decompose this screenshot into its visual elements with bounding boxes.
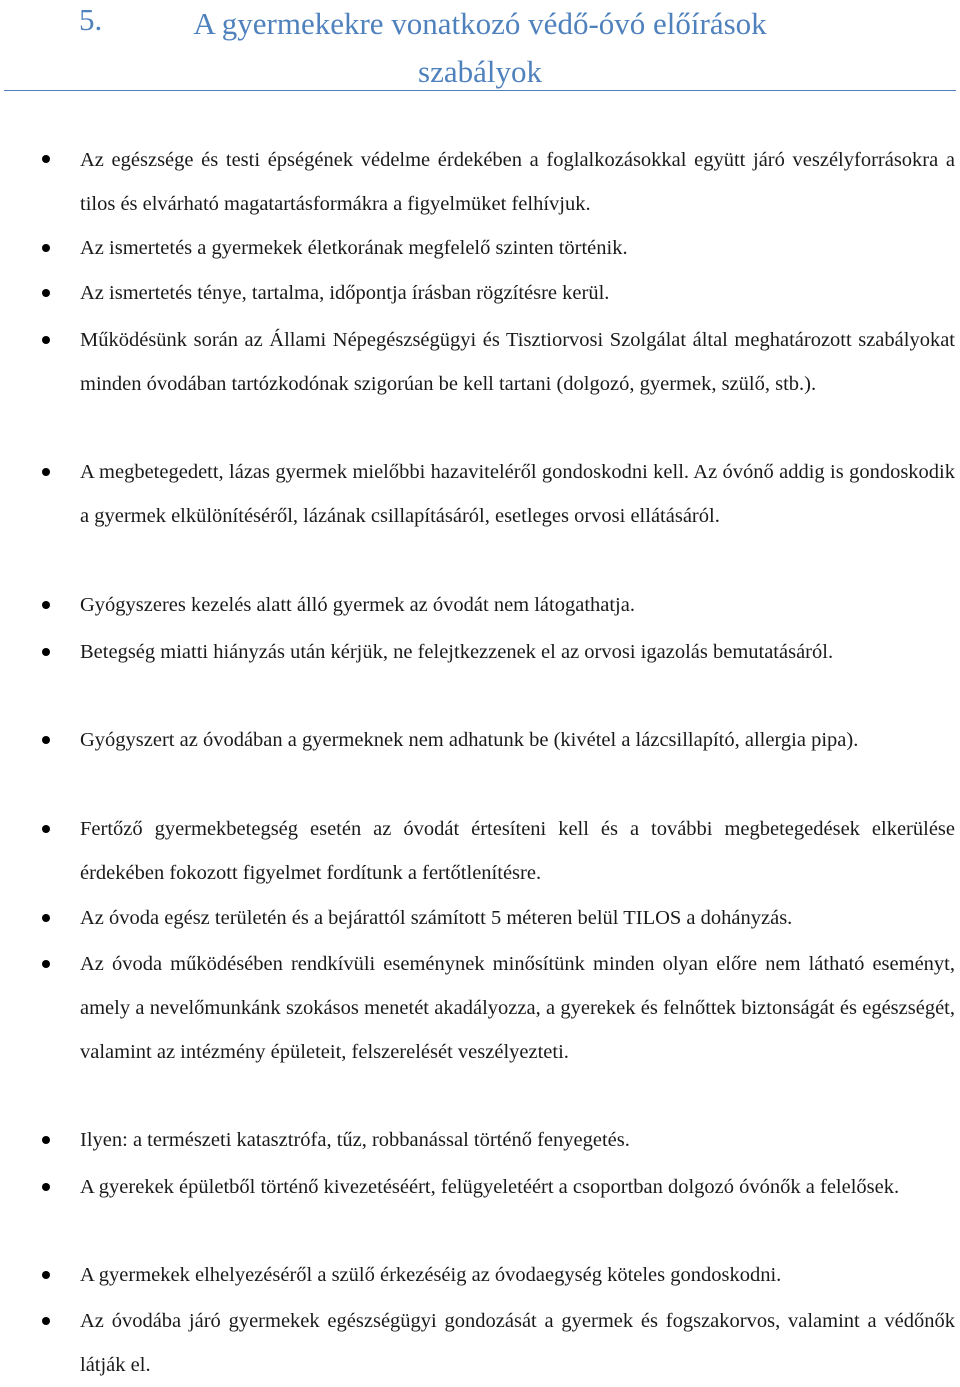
bullet-icon	[42, 648, 50, 656]
list-item: Az ismertetés a gyermekek életkorának megfelelő szinten történik.	[80, 237, 628, 259]
bullet-icon	[42, 336, 50, 344]
list-item: Fertőző gyermekbetegség esetén az óvodát értesíteni kell és a további megbetegedések elkerülése érdekében fokozott figyelmet fordítunk a fertőtlenítésre.	[80, 818, 955, 884]
bullet-icon	[42, 468, 50, 476]
bullet-icon	[42, 1317, 50, 1325]
list-item: A gyermekek elhelyezéséről a szülő érkezéséig az óvodaegység köteles gondoskodni.	[80, 1264, 782, 1286]
list-item: Az óvodába járó gyermekek egészségügyi gondozását a gyermek és fogszakorvos, valamint a védőnők látják el.	[80, 1310, 955, 1376]
bullet-icon	[42, 155, 50, 163]
list-item: Gyógyszeres kezelés alatt álló gyermek az óvodát nem látogathatja.	[80, 594, 635, 616]
list-item: A megbetegedett, lázas gyermek mielőbbi hazaviteléről gondoskodni kell. Az óvónő addig is gondoskodik a gyermek elkülönítéséről, lázának csillapításáról, esetleges orvosi ellátásáról.	[80, 461, 955, 527]
section-title: A gyermekekre vonatkozó védő-óvó előírások szabályok	[193, 6, 767, 89]
bullet-icon	[42, 1183, 50, 1191]
bullet-icon	[42, 1271, 50, 1279]
bullet-icon	[42, 601, 50, 609]
section-number: 5.	[79, 2, 103, 37]
list-item: Az ismertetés ténye, tartalma, időpontja írásban rögzítésre kerül.	[80, 282, 610, 304]
bullet-icon	[42, 736, 50, 744]
list-item: Ilyen: a természeti katasztrófa, tűz, robbanással történő fenyegetés.	[80, 1129, 630, 1151]
bullet-icon	[42, 289, 50, 297]
list-item: Az óvoda működésében rendkívüli eseménynek minősítünk minden olyan előre nem látható eseményt, amely a nevelőmunkánk szokásos menetét akadályozza, a gyerekek és felnőttek biztonságát és egészségét, valamint az intézmény épületeit, felszerelését veszélyezteti.	[80, 953, 955, 1063]
list-item: Az egészsége és testi épségének védelme érdekében a foglalkozásokkal együtt járó veszélyforrásokra a tilos és elvárható magatartásformákra a figyelmüket felhívjuk.	[80, 149, 955, 215]
list-item: A gyerekek épületből történő kivezetéséért, felügyeletéért a csoportban dolgozó óvónők a felelősek.	[80, 1176, 900, 1198]
bullet-icon	[42, 960, 50, 968]
list-item: Működésünk során az Állami Népegészségügyi és Tisztiorvosi Szolgálat által meghatározott szabályokat minden óvodában tartózkodónak szigorúan be kell tartani (dolgozó, gyermek, szülő, stb.).	[80, 329, 955, 395]
list-item: Betegség miatti hiányzás után kérjük, ne felejtkezzenek el az orvosi igazolás bemutatásáról.	[80, 641, 834, 663]
bullet-icon	[42, 914, 50, 922]
bullet-icon	[42, 1136, 50, 1144]
bullet-icon	[42, 825, 50, 833]
bullet-icon	[42, 244, 50, 252]
list-item: Gyógyszert az óvodában a gyermeknek nem adhatunk be (kivétel a lázcsillapító, allergia pipa).	[80, 729, 859, 751]
list-item: Az óvoda egész területén és a bejárattól számított 5 méteren belül TILOS a dohányzás.	[80, 907, 793, 929]
